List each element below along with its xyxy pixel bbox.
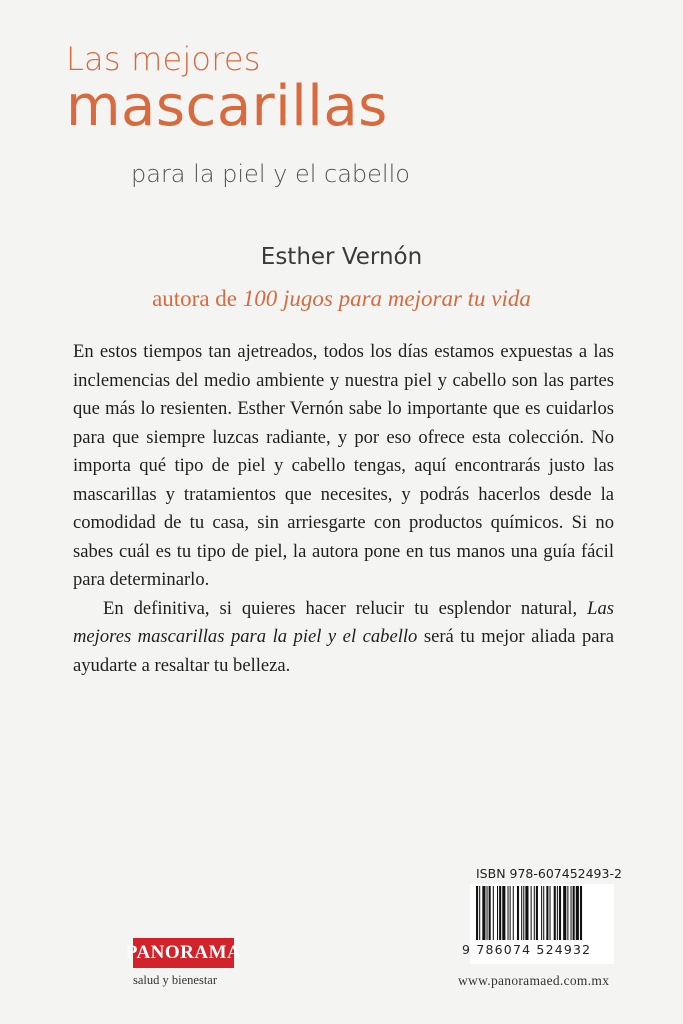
barcode-bar: [580, 886, 582, 940]
publisher-subtitle: salud y bienestar: [133, 973, 218, 987]
barcode-bar: [493, 886, 494, 940]
author-credit-book: 100 jugos para mejorar tu vida: [242, 286, 531, 311]
barcode-number: 9 786074 524932: [462, 942, 592, 957]
barcode-bar: [546, 886, 548, 940]
barcode-bar: [523, 886, 524, 940]
barcode-bar: [525, 886, 528, 940]
barcode-bar: [554, 886, 556, 940]
barcode-bar: [482, 886, 485, 940]
author-name: Esther Vernón: [260, 244, 423, 270]
barcode-bar: [567, 886, 568, 940]
barcode-bar: [543, 886, 544, 940]
author-credit: [0, 286, 683, 312]
barcode-bar: [531, 886, 532, 940]
barcode-bar: [476, 886, 478, 940]
barcode-bar: [536, 886, 538, 940]
barcode-bar: [510, 886, 511, 940]
barcode-bar: [557, 886, 558, 940]
barcode-bar: [487, 886, 488, 940]
publisher-website: www.panoramaed.com.mx: [458, 973, 610, 988]
synopsis-paragraph-1: En estos tiempos tan ajetreados, todos los días estamos expuestas a las inclemencias del medio ambiente y nuestra piel y cabello son las partes que más lo resienten. Esther Vernón sabe lo importante que es cuidarlos para que siempre luzcas radiante, y por eso ofrece esta colección. No importa qué tipo de piel y cabello tengas, aquí encontrarás justo las mascarillas y tratamientos que necesites, y podrás hacerlos desde la comodidad de tu casa, sin arriesgarte con productos químicos. Si no sabes cuál es tu tipo de piel, la autora pone en tus manos una guía fácil para determinarlo.: [73, 341, 614, 590]
barcode-bar: [508, 886, 509, 940]
barcode-bar: [513, 886, 514, 940]
barcode-bar: [479, 886, 480, 940]
synopsis: [73, 338, 614, 680]
barcode-bar: [571, 886, 572, 940]
barcode-bar: [517, 886, 519, 940]
title-line-1: Las mejores: [66, 40, 261, 78]
barcode-bar: [559, 886, 561, 940]
title-line-2: mascarillas: [66, 74, 388, 139]
title-subtitle: para la piel y el cabello: [131, 160, 410, 188]
barcode-bar: [521, 886, 522, 940]
synopsis-p2-end: será tu mejor aliada para ayudarte a resaltar tu belleza.: [73, 626, 614, 676]
synopsis-p2-start: En definitiva, si quieres hacer relucir tu esplendor natural,: [103, 597, 588, 619]
barcode-bar: [573, 886, 575, 940]
barcode-bar: [489, 886, 491, 940]
isbn-label: ISBN 978-607452493-2: [476, 866, 622, 881]
publisher-name: PANORAMA: [125, 942, 242, 963]
barcode-bar: [563, 886, 566, 940]
synopsis-paragraph-2: [73, 595, 614, 681]
barcode-bar: [550, 886, 551, 940]
author-credit-prefix: autora de: [152, 286, 243, 311]
barcode-bar: [576, 886, 579, 940]
synopsis-p2-book-title: Las mejores mascarillas para la piel y el cabello: [73, 597, 614, 647]
barcode-bar: [502, 886, 505, 940]
barcode-bar: [497, 886, 498, 940]
barcode-bar: [534, 886, 535, 940]
barcode-bar: [499, 886, 501, 940]
barcode-bars: [470, 884, 614, 942]
publisher-logo: [125, 938, 242, 968]
barcode-bar: [541, 886, 542, 940]
